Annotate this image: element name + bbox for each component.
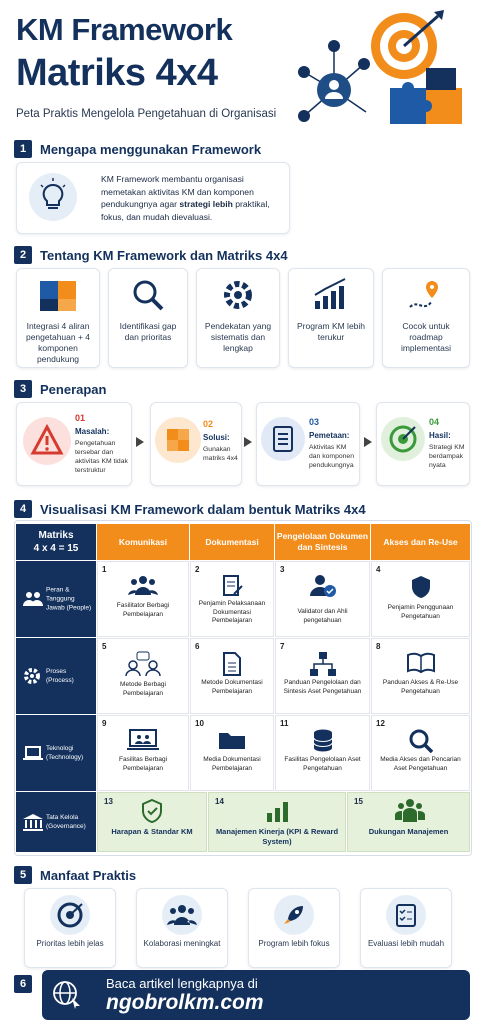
cell-number: 5: [102, 642, 107, 651]
why-text-bold: strategi lebih: [179, 199, 233, 209]
group-icon: [128, 574, 158, 596]
matrix-cell-6: [190, 638, 274, 714]
laptop-icon: [22, 744, 44, 762]
cell-text: Penjamin Pelaksanaan Dokumentasi Pembelajaran: [198, 600, 266, 624]
step-number: 03: [309, 417, 320, 427]
discussion-icon: [125, 651, 161, 677]
target-icon: [50, 895, 90, 935]
team-icon: [162, 895, 202, 935]
step-text: Gunakan matriks 4x4: [203, 446, 238, 462]
matrix-col-header: Komunikasi: [97, 524, 189, 560]
puzzle-icon: [36, 277, 80, 313]
footer-line-1: Baca artikel lengkapnya di: [106, 976, 258, 991]
why-text: [101, 173, 283, 223]
bar-chart-icon: [265, 799, 291, 823]
matrix-col-header: Dokumentasi: [190, 524, 274, 560]
benefit-card-focus: [248, 888, 340, 968]
step-number: 02: [203, 419, 214, 429]
matrix-cell-4: [371, 561, 470, 637]
cell-text: Dukungan Manajemen: [368, 827, 449, 836]
cell-text: Harapan & Standar KM: [111, 827, 193, 836]
rocket-icon: [274, 895, 314, 935]
section-1-header: [14, 140, 261, 158]
clipboard-icon: [261, 417, 305, 461]
section-number: 2: [14, 246, 32, 264]
search-icon: [408, 728, 434, 754]
benefit-label: Kolaborasi meningkat: [143, 939, 221, 948]
matrix-row-header-people: [16, 561, 96, 637]
checklist-icon: [386, 895, 426, 935]
step-head: Masalah:: [75, 427, 110, 436]
footer-site-link[interactable]: ngobrolkm.com: [106, 991, 264, 1014]
cell-text: Media Akses dan Pencarian Aset Pengetahuan: [380, 756, 461, 772]
section-title: Mengapa menggunakan Framework: [40, 141, 262, 157]
benefit-label: Evaluasi lebih mudah: [367, 939, 445, 948]
step-head: Solusi:: [203, 433, 230, 442]
cell-number: 14: [215, 797, 224, 806]
cell-number: 13: [104, 797, 113, 806]
step-head: Pemetaan:: [309, 431, 350, 440]
section-2-header: [14, 246, 288, 264]
about-card-measurable: [288, 268, 374, 368]
hierarchy-icon: [309, 651, 337, 677]
section-number: 4: [14, 500, 32, 518]
magnifier-icon: [128, 277, 168, 313]
verified-user-icon: [309, 574, 337, 598]
section-4-header: [14, 500, 366, 518]
matrix-row-label: Proses (Process): [46, 668, 74, 684]
matrix-cell-15: [347, 792, 470, 852]
cell-number: 6: [195, 642, 200, 651]
matrix-cell-9: [97, 715, 189, 791]
folder-icon: [217, 728, 247, 752]
matrix-row-header-governance: [16, 792, 96, 852]
step-number: 01: [75, 413, 86, 423]
matrix-cell-12: [371, 715, 470, 791]
why-text-b: praktikal, fokus, dan mudah dievaluasi.: [101, 199, 270, 222]
benefit-label: Prioritas lebih jelas: [36, 939, 104, 948]
section-3-header: [14, 380, 106, 398]
cell-text: Fasilitator Berbagi Pembelajaran: [116, 602, 170, 618]
step-solution: [150, 402, 242, 486]
arrow-right-icon: [244, 437, 252, 447]
matrix-corner: [16, 524, 96, 560]
benefit-card-evaluation: [360, 888, 452, 968]
matrix-cell-1: [97, 561, 189, 637]
footer-banner[interactable]: [42, 970, 470, 1020]
title-line-1: KM Framework: [16, 12, 233, 47]
about-label: Program KM lebih terukur: [296, 321, 366, 342]
matrix-row-label: Tata Kelola (Governance): [46, 814, 86, 830]
matrix-cell-11: [275, 715, 370, 791]
cell-text: Metode Dokumentasi Pembelajaran: [201, 679, 263, 695]
cell-number: 10: [195, 719, 204, 728]
cell-text: Fasilitas Berbagi Pembelajaran: [118, 756, 168, 772]
presentation-icon: [127, 728, 159, 752]
shield-icon: [409, 574, 433, 600]
section-number: 1: [14, 140, 32, 158]
about-label: Integrasi 4 aliran pengetahuan + 4 komponen pendukung: [25, 321, 91, 364]
document-icon: [221, 651, 243, 677]
globe-icon: [52, 980, 82, 1010]
section-6-header: [14, 975, 32, 993]
institution-icon: [22, 812, 44, 832]
header-illustration: [286, 6, 482, 134]
check-shield-icon: [140, 798, 164, 824]
title-line-2: Matriks 4x4: [16, 52, 218, 94]
section-number: 3: [14, 380, 32, 398]
growth-chart-icon: [311, 277, 351, 313]
arrow-right-icon: [364, 437, 372, 447]
roadmap-pin-icon: [406, 277, 446, 313]
cell-text: Metode Berbagi Pembelajaran: [120, 681, 166, 697]
section-number: 6: [14, 975, 32, 993]
section-title: Manfaat Praktis: [40, 867, 137, 883]
benefit-label: Program lebih fokus: [258, 939, 330, 948]
cell-number: 8: [376, 642, 381, 651]
puzzle-icon: [155, 417, 201, 463]
step-result: [376, 402, 470, 486]
database-icon: [311, 728, 335, 754]
cell-text: Penjamin Penggunaan Pengetahuan: [387, 604, 454, 620]
cell-number: 15: [354, 797, 363, 806]
benefit-card-priority: [24, 888, 116, 968]
document-pen-icon: [220, 574, 244, 598]
matrix-cell-10: [190, 715, 274, 791]
subtitle: Peta Praktis Mengelola Pengetahuan di Organisasi: [16, 108, 277, 120]
cell-number: 4: [376, 565, 381, 574]
step-head: Hasil:: [429, 431, 451, 440]
process-gear-icon: [22, 666, 42, 686]
cell-number: 1: [102, 565, 107, 574]
lightbulb-icon: [29, 173, 77, 221]
matrix-cell-5: [97, 638, 189, 714]
step-text: Strategi KM berdampak nyata: [429, 444, 465, 469]
cell-number: 3: [280, 565, 285, 574]
management-icon: [394, 798, 426, 824]
about-card-integration: [16, 268, 100, 368]
matrix-col-header: Pengelolaan Dokumen dan Sintesis: [275, 524, 370, 560]
warning-icon: [23, 417, 71, 465]
step-number: 04: [429, 417, 440, 427]
about-card-systematic: [196, 268, 280, 368]
step-text: Pengetahuan tersebar dan aktivitas KM tidak terstruktur: [75, 440, 128, 474]
about-label: Cocok untuk roadmap implementasi: [400, 321, 452, 353]
about-card-gap: [108, 268, 188, 368]
step-problem: [16, 402, 132, 486]
gear-icon: [218, 277, 258, 313]
matrix-row-label: Teknologi (Technology): [46, 745, 84, 761]
matrix-cell-8: [371, 638, 470, 714]
about-label: Pendekatan yang sistematis dan lengkap: [204, 321, 272, 353]
target-icon: [381, 417, 425, 461]
benefit-card-collaboration: [136, 888, 228, 968]
section-title: Visualisasi KM Framework dalam bentuk Matriks 4x4: [40, 501, 366, 517]
matrix-cell-3: [275, 561, 370, 637]
cell-number: 12: [376, 719, 385, 728]
arrow-right-icon: [136, 437, 144, 447]
cell-text: Panduan Pengelolaan dan Sintesis Aset Pengetahuan: [283, 679, 362, 695]
section-title: Tentang KM Framework dan Matriks 4x4: [40, 247, 288, 263]
matrix-col-header: Akses dan Re-Use: [371, 524, 470, 560]
matrix-cell-14: [208, 792, 346, 852]
cell-text: Fasilitas Pengelolaan Aset Pengetahuan: [284, 756, 361, 772]
section-title: Penerapan: [40, 381, 107, 397]
cell-number: 2: [195, 565, 200, 574]
matrix-row-header-technology: [16, 715, 96, 791]
cell-text: Panduan Akses & Re-Use Pengetahuan: [382, 679, 459, 695]
step-mapping: [256, 402, 360, 486]
why-text-a: KM Framework membantu organisasi memetakan aktivitas KM dan komponen pendukungnya agar: [101, 174, 254, 209]
people-icon: [22, 590, 44, 608]
section-number: 5: [14, 866, 32, 884]
about-label: Identifikasi gap dan prioritas: [119, 321, 177, 342]
matrix-cell-13: [97, 792, 207, 852]
about-card-roadmap: [382, 268, 470, 368]
matrix-cell-2: [190, 561, 274, 637]
section-5-header: [14, 866, 136, 884]
why-card: [16, 162, 290, 234]
matrix-row-label: Peran & Tanggung Jawab (People): [46, 586, 92, 612]
step-text: Aktivitas KM dan komponen pendukungnya: [309, 444, 354, 469]
cell-text: Manajemen Kinerja (KPI & Reward System): [215, 827, 339, 846]
cell-number: 9: [102, 719, 107, 728]
matrix-corner-line-1: Matriks: [38, 530, 74, 541]
cell-number: 7: [280, 642, 285, 651]
cell-number: 11: [280, 719, 289, 728]
cell-text: Validator dan Ahli pengetahuan: [297, 608, 348, 624]
matrix-row-header-process: [16, 638, 96, 714]
cell-text: Media Dokumentasi Pembelajaran: [203, 756, 261, 772]
matrix-corner-line-2: 4 x 4 = 15: [33, 543, 79, 554]
matrix-cell-7: [275, 638, 370, 714]
book-icon: [406, 651, 436, 675]
